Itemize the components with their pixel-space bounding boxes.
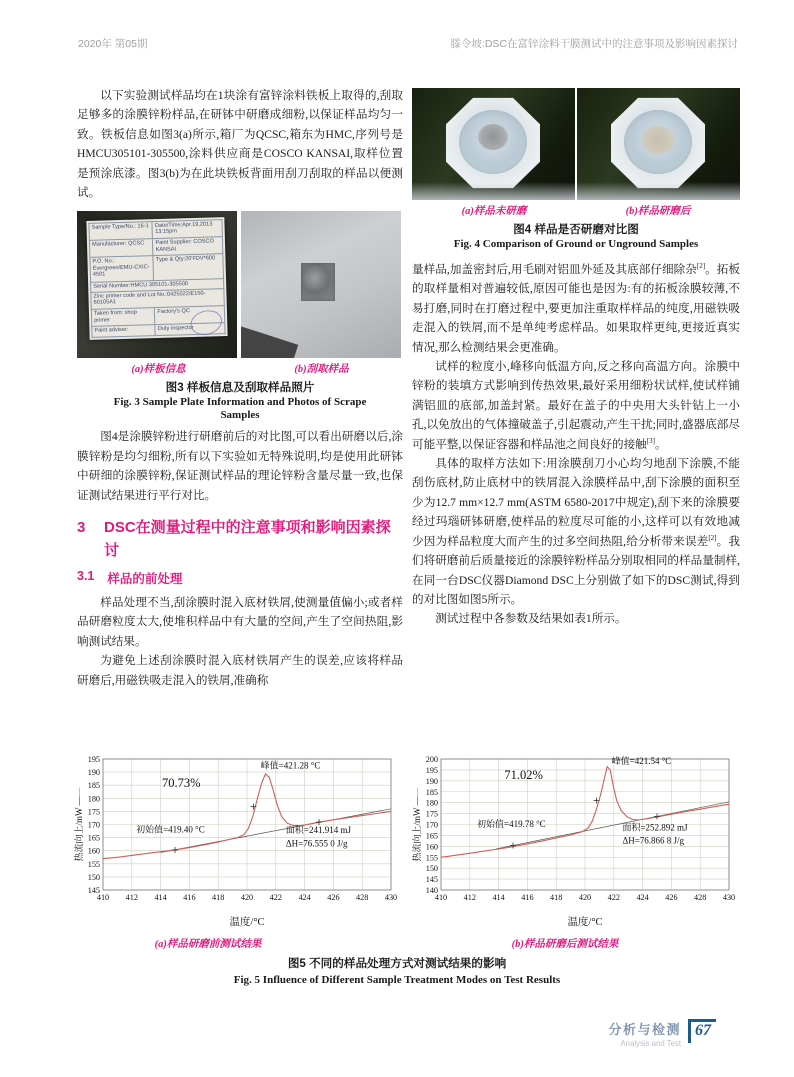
sample-label-table: Sample Type/No.: 16-1 Date/Time:Apr.19,2013 13:15pm Manufacturer: QCSC Paint Supplier: COSCO KANSAI P.O. No.: Evergreen/EMU-CXIC-4501 Type & Qty:20'FDV*600 Serial Number:HMCU 305101-305500 Zinc primer code and Lot No.:0425022/E150-60105A1 Taken from: shop primer Factory's QC Paint adviser: Duty inspector — [89, 219, 227, 337]
svg-text:200: 200 — [425, 755, 438, 764]
svg-text:424: 424 — [298, 893, 311, 902]
svg-text:175: 175 — [425, 809, 438, 819]
svg-text:160: 160 — [425, 842, 438, 852]
svg-text:185: 185 — [425, 787, 438, 797]
svg-text:426: 426 — [665, 893, 678, 902]
section-3-1-heading — [77, 569, 403, 587]
issue-label: 2020年 第05期 — [78, 38, 148, 50]
svg-text:峰值=421.28 °C: 峰值=421.28 °C — [260, 760, 321, 771]
paragraph: 图4是涂膜锌粉进行研磨前后的对比图,可以看出研磨以后,涂膜锌粉是均匀细粉,所有以下实验如无特殊说明,均是使用此研钵中研细的涂膜锌粉,保证测试样品的理论锌粉含量尽量一致,也保证测试结果进行平行对比。 — [77, 430, 403, 502]
page-header — [78, 36, 738, 51]
svg-text:414: 414 — [492, 893, 505, 902]
svg-text:414: 414 — [154, 893, 167, 902]
dsc-chart-after-grinding — [408, 752, 738, 932]
figure5-charts — [70, 752, 738, 932]
svg-text:峰值=421.54 °C: 峰值=421.54 °C — [611, 756, 672, 767]
sample-label-card — [87, 217, 229, 339]
svg-text:424: 424 — [636, 893, 649, 902]
running-title: 滕令坡:DSC在富锌涂料干膜测试中的注意事项及影响因素探讨 — [450, 38, 738, 50]
svg-text:71.02%: 71.02% — [504, 768, 543, 783]
svg-text:418: 418 — [550, 893, 563, 902]
svg-text:175: 175 — [87, 807, 100, 817]
svg-text:416: 416 — [521, 893, 534, 902]
figure4-caption-zh: 图4 样品是否研磨对比图 — [513, 223, 639, 236]
figure4b-caption: (b)样品研磨后 — [625, 206, 691, 217]
footer-section-en: Analysis and Test — [620, 1039, 681, 1048]
figure3 — [77, 211, 403, 358]
sample-dish — [443, 96, 543, 190]
figure3-subcaptions — [77, 361, 403, 376]
section-number: 3 — [77, 519, 86, 537]
svg-text:195: 195 — [425, 765, 438, 775]
section-3-heading — [77, 516, 403, 562]
svg-text:面积=252.892 mJ: 面积=252.892 mJ — [622, 822, 688, 833]
svg-text:412: 412 — [463, 893, 476, 902]
dsc-chart-before-grinding — [70, 752, 400, 932]
svg-text:418: 418 — [212, 893, 225, 902]
page-number: 67 — [688, 1019, 716, 1043]
svg-text:430: 430 — [384, 893, 398, 902]
svg-text:185: 185 — [87, 781, 100, 791]
svg-text:180: 180 — [87, 794, 100, 804]
svg-text:170: 170 — [87, 820, 100, 830]
svg-text:410: 410 — [434, 893, 448, 902]
svg-text:140: 140 — [425, 886, 438, 895]
svg-text:410: 410 — [96, 893, 110, 902]
svg-text:145: 145 — [425, 875, 438, 885]
svg-text:422: 422 — [607, 893, 620, 902]
figure3-caption-zh: 图3 样板信息及刮取样品照片 — [165, 381, 315, 395]
figure4-subcaptions — [412, 203, 740, 218]
svg-text:155: 155 — [87, 859, 100, 869]
figure3-caption-en-line2: Samples — [220, 409, 260, 422]
figure4a-unground-sample-photo — [412, 88, 575, 200]
svg-text:420: 420 — [240, 893, 254, 902]
svg-text:155: 155 — [425, 853, 438, 863]
subsection-title: 样品的前处理 — [107, 572, 183, 587]
svg-text:180: 180 — [425, 798, 438, 808]
svg-text:热流向上/mW ——: 热流向上/mW —— — [74, 787, 84, 862]
figure5-caption-zh: 图5 不同的样品处理方式对测试结果的影响 — [287, 957, 507, 970]
svg-text:初始值=419.40 °C: 初始值=419.40 °C — [136, 824, 205, 835]
footer-section-zh: 分析与检测 — [608, 1022, 681, 1037]
paragraph: 测试过程中各参数及结果如表1所示。 — [435, 612, 627, 626]
svg-text:412: 412 — [125, 893, 138, 902]
left-column — [77, 86, 403, 690]
svg-text:温度/°C: 温度/°C — [229, 917, 265, 928]
svg-text:70.73%: 70.73% — [162, 776, 201, 791]
svg-text:426: 426 — [327, 893, 340, 902]
svg-text:温度/°C: 温度/°C — [567, 917, 603, 928]
subsection-number: 3.1 — [77, 569, 95, 584]
figure5a-caption: (a)样品研磨前测试结果 — [154, 939, 262, 950]
figure3b-caption: (b)刮取样品 — [294, 364, 349, 376]
svg-text:416: 416 — [183, 893, 196, 902]
svg-text:428: 428 — [694, 893, 707, 902]
svg-text:190: 190 — [87, 768, 100, 778]
svg-text:422: 422 — [269, 893, 282, 902]
paragraph: 量样品,加盖密封后,用毛刷对铝皿外延及其底部仔细除杂[2]。拓板的取样量相对普遍较低,原因可能也是因为:有的拓板涂膜较薄,不易打磨,同时在打磨过程中,要更加注重取样样品的纯度,用磁铁吸走混入的铁屑,而不是单纯考虑样品。如果取样更纯,更接近真实情况,那么检测结果会更准确。 — [412, 262, 740, 354]
svg-text:150: 150 — [425, 864, 438, 874]
figure4a-caption: (a)样品未研磨 — [461, 206, 527, 217]
scraped-area — [301, 263, 335, 301]
svg-text:420: 420 — [578, 893, 592, 902]
figure5-caption-en: Fig. 5 Influence of Different Sample Treatment Modes on Test Results — [233, 974, 561, 986]
paragraph: 试样的粒度小,峰移向低温方向,反之移向高温方向。涂膜中锌粉的装填方式影响到传热效果,最好采用细粉状试样,使试样铺满铝皿的底部,加盖封紧。最好在盖子的中央用大头针钻上一小孔,以免放出的气体撞破盖子,引起震动,产生干扰;同时,盛器底部尽可能平整,以保证容器和样品池之间良好的接触[3]。 — [412, 360, 740, 451]
sample-powder — [478, 124, 508, 150]
svg-text:195: 195 — [87, 755, 100, 764]
paragraph: 以下实验测试样品均在1块涂有富锌涂料铁板上取得的,刮取足够多的涂膜锌粉样品,在研钵中研磨成细粉,以保证样品均匀一致。铁板信息如图3(a)所示,箱厂为QCSC,箱东为HMC,序列号是HMCU305101-305500,涂料供应商是COSCO KANSAI,取样位置是预涂底漆。图3(b)为在此块铁板背面用刮刀刮取的样品以便测试。 — [77, 89, 403, 200]
paragraph: 具体的取样方法如下:用涂膜刮刀小心均匀地刮下涂膜,不能刮伤底材,防止底材中的铁屑混入涂膜样品中,刮下涂膜的面积至少为12.7 mm×12.7 mm(ASTM 6580-2017中规定),刮下来的涂膜要经过玛瑙研钵研磨,使样品的粒度尽可能的小,这样可以有效地减少因为样品粒度大而产生的过多空间热阻,给分析带来误差[2]。我们将研磨前后质量接近的涂膜锌粉样品分别取相同的样品量制样,在同一台DSC仪器Diamond DSC上分别做了如下的DSC测试,得到的对比图如图5所示。 — [412, 457, 740, 606]
figure3-caption-en-line1: Fig. 3 Sample Plate Information and Photos of Scrape — [113, 396, 367, 409]
svg-text:ΔH=76.866 8 J/g: ΔH=76.866 8 J/g — [622, 835, 685, 846]
figure3a-caption: (a)样板信息 — [131, 364, 186, 376]
figure4-caption-en: Fig. 4 Comparison of Ground or Unground Samples — [453, 238, 699, 250]
svg-text:165: 165 — [425, 831, 438, 841]
paragraph: 为避免上述刮涂膜时混入底材铁屑产生的误差,应该将样品研磨后,用磁铁吸走混入的铁屑,准确称 — [77, 654, 403, 687]
right-column — [412, 86, 740, 629]
svg-text:160: 160 — [87, 846, 100, 856]
figure4 — [412, 88, 740, 200]
svg-text:面积=241.914 mJ: 面积=241.914 mJ — [285, 824, 351, 835]
svg-text:初始值=419.78 °C: 初始值=419.78 °C — [477, 819, 546, 830]
figure5b-caption: (b)样品研磨后测试结果 — [511, 939, 619, 950]
section-title: DSC在测量过程中的注意事项和影响因素探讨 — [104, 519, 391, 560]
svg-text:150: 150 — [87, 872, 100, 882]
svg-text:165: 165 — [87, 833, 100, 843]
sample-powder — [641, 126, 675, 154]
svg-text:170: 170 — [425, 820, 438, 830]
svg-text:430: 430 — [722, 893, 736, 902]
page-footer — [608, 1019, 716, 1048]
svg-text:145: 145 — [87, 886, 100, 895]
svg-text:ΔH=76.555 0 J/g: ΔH=76.555 0 J/g — [285, 838, 348, 849]
figure3b-scraped-plate-photo — [241, 211, 401, 358]
figure4b-ground-sample-photo — [577, 88, 740, 200]
paragraph: 样品处理不当,刮涂膜时混入底材铁屑,使测量值偏小;或者样品研磨粒度太大,使堆积样品中有大量的空间,产生了空间热阻,影响测试结果。 — [77, 596, 403, 648]
figure3a-sample-plate-label-photo — [77, 211, 237, 358]
svg-text:190: 190 — [425, 776, 438, 786]
svg-text:热流向上/mW ——: 热流向上/mW —— — [412, 787, 422, 862]
svg-text:428: 428 — [356, 893, 369, 902]
sample-dish — [608, 96, 708, 190]
